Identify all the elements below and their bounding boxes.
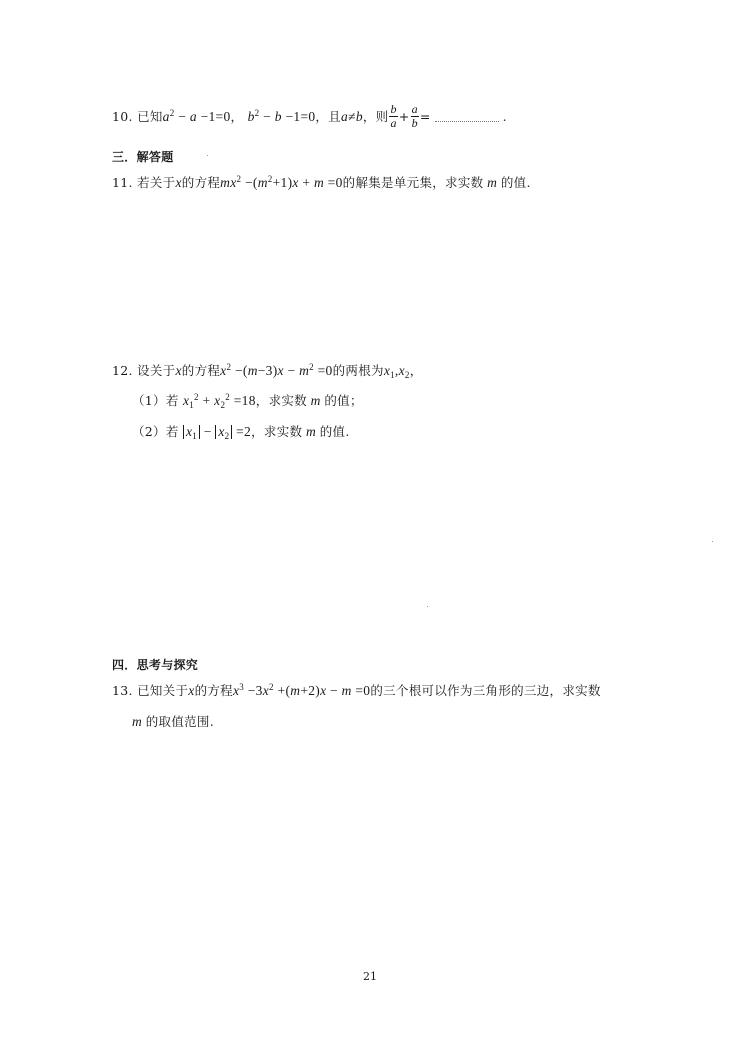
question-12-part-2: （2）若 $x_1 - x_2 =2$，求实数 m 的值. [132,424,350,441]
part-text: ，求实数 [255,393,307,408]
question-13-continued: m 的取值范围. [132,714,215,729]
question-text: 已知 [137,109,163,124]
fraction-a-over-b: $\frac{a}{b}$ [411,102,418,130]
question-12-part-1: （1）若 $x_1^2 + x_2^2 =18$，求实数 m 的值； [132,392,363,410]
question-text: ， [409,363,423,378]
question-text: ，则 [362,109,389,124]
equation: $x_1^2 + x_2^2 =18$ [182,392,256,410]
question-text: 若关于 [137,175,176,190]
question-11: 11. 若关于x的方程$mx^2 -(m^2+1)x + m =0$的解集是单元集，求实数 m 的值. [112,174,531,190]
question-text: 的解集是单元集，求实数 [342,175,484,190]
question-number: 12. [112,363,133,378]
fraction-b-over-a: $\frac{b}{a}$ [390,102,397,130]
equation: $x^2 -(m-3)x - m^2 =0$ [220,362,333,378]
equation: $b^2 - b -1=0$ [247,108,316,124]
question-text: 已知关于 [137,683,189,698]
scan-speck [427,606,428,607]
scan-speck [207,155,208,156]
part-text: 的值. [319,424,350,439]
equation: $x_1 - x_2 =2$ [183,424,251,439]
question-text: 的两根为 [332,363,384,378]
question-13: 13. 已知关于x的方程$x^3 -3x^2 +(m+2)x - m =0$的三个根可以作为三角形的三边，求实数 [112,682,601,698]
question-text: . [502,109,507,124]
part-label: （1）若 [132,393,179,408]
page-number: 21 [363,970,377,983]
part-text: ，求实数 [251,424,303,439]
question-text: 的方程 [194,683,233,698]
equation: $mx^2 -(m^2+1)x + m =0$ [220,174,343,190]
question-text: 设关于 [137,363,176,378]
question-text: ，且 [315,109,342,124]
question-text: 的取值范围. [145,714,215,729]
equation: $a^2 - a -1=0$ [162,108,231,124]
question-text: 的值. [500,175,531,190]
condition: a≠b [341,109,363,124]
question-text: 的方程 [181,175,221,190]
part-text: 的值； [324,393,363,408]
section-heading: 三．解答题 [112,150,174,164]
question-text: ， [230,109,244,124]
equation: $x^3 -3x^2 +(m+2)x - m =0$ [232,682,371,698]
question-number: 10. [112,109,133,124]
answer-blank[interactable] [435,109,499,122]
question-text: 的方程 [181,363,221,378]
question-10: 10. 已知$a^2 - a -1=0$， $b^2 - b -1=0$，且a≠b，则 $\frac{b}{a}$ + $\frac{a}{b}$ = . [112,102,507,130]
section-heading: 四．思考与探究 [112,658,199,672]
scan-speck [712,541,713,542]
question-text: 的三个根可以作为三角形的三边，求实数 [370,683,601,698]
question-number: 13. [112,683,133,698]
question-12: 12. 设关于x的方程$x^2 -(m-3)x - m^2 =0$的两根为$x_1,x_2$， [112,362,423,380]
part-label: （2）若 [132,424,179,439]
question-number: 11. [112,175,133,190]
